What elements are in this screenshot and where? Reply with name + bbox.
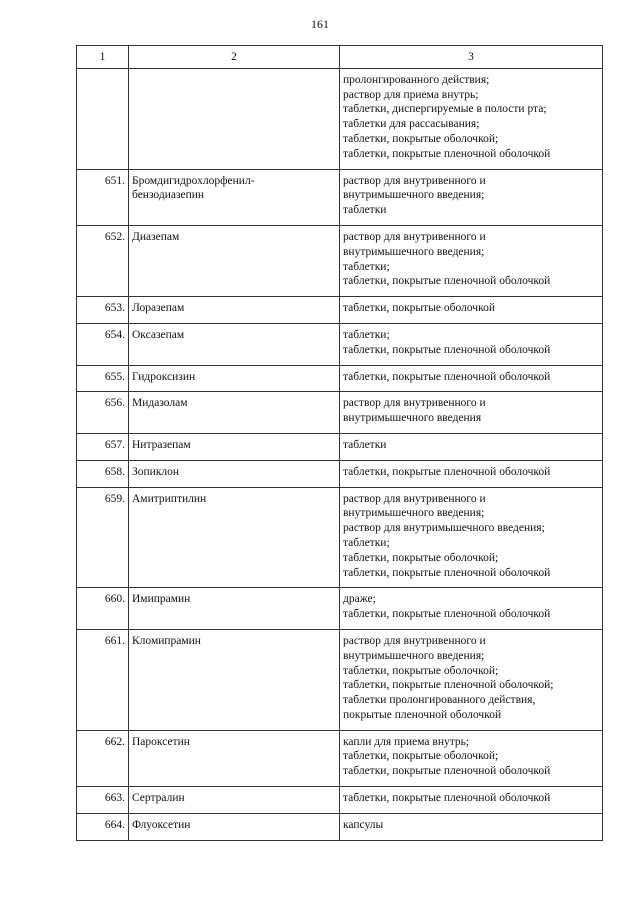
- dosage-form-line: таблетки;: [343, 536, 390, 549]
- dosage-forms: [340, 297, 603, 324]
- drug-name: Амитриптилин: [129, 487, 340, 588]
- dosage-form-line: раствор для внутривенного и: [343, 634, 486, 647]
- dosage-forms: [340, 323, 603, 365]
- drug-name: Бромдигидрохлорфенил- бензодиазепин: [129, 169, 340, 225]
- dosage-forms: [340, 365, 603, 392]
- column-header-name: 2: [129, 46, 340, 69]
- dosage-forms: [340, 392, 603, 434]
- row-number: 654.: [77, 323, 129, 365]
- dosage-form-line: раствор для приема внутрь;: [343, 88, 479, 101]
- table-row: [77, 323, 603, 365]
- dosage-form-line: внутримышечного введения;: [343, 245, 485, 258]
- drug-name: Сертралин: [129, 787, 340, 814]
- drug-table: [76, 45, 603, 841]
- table-body: [77, 68, 603, 840]
- drug-name: Пароксетин: [129, 730, 340, 786]
- table-row: [77, 629, 603, 730]
- table-row: [77, 365, 603, 392]
- dosage-form-line: таблетки, покрытые пленочной оболочкой: [343, 566, 551, 579]
- dosage-forms: [340, 225, 603, 296]
- row-number: 659.: [77, 487, 129, 588]
- dosage-form-line: таблетки, покрытые пленочной оболочкой;: [343, 679, 554, 692]
- dosage-form-line: таблетки, покрытые пленочной оболочкой: [343, 765, 551, 778]
- dosage-forms: [340, 787, 603, 814]
- table-row: [77, 730, 603, 786]
- drug-name: [129, 68, 340, 169]
- row-number: 661.: [77, 629, 129, 730]
- drug-name: Оксазепам: [129, 323, 340, 365]
- row-number: 652.: [77, 225, 129, 296]
- dosage-form-line: раствор для внутривенного и: [343, 230, 486, 243]
- table-row: [77, 460, 603, 487]
- dosage-forms: [340, 629, 603, 730]
- dosage-form-line: раствор для внутривенного и: [343, 397, 486, 410]
- drug-name: Гидроксизин: [129, 365, 340, 392]
- dosage-form-line: внутримышечного введения;: [343, 507, 485, 520]
- dosage-form-line: внутримышечного введения: [343, 412, 482, 425]
- drug-name: Лоразепам: [129, 297, 340, 324]
- dosage-form-line: таблетки, покрытые оболочкой;: [343, 132, 499, 145]
- dosage-form-line: таблетки, покрытые пленочной оболочкой: [343, 147, 551, 160]
- row-number: 660.: [77, 588, 129, 630]
- table-row: [77, 433, 603, 460]
- page-number: 161: [311, 17, 329, 31]
- dosage-form-line: таблетки, покрытые пленочной оболочкой: [343, 343, 551, 356]
- drug-name: Флуоксетин: [129, 813, 340, 840]
- drug-name: Имипрамин: [129, 588, 340, 630]
- drug-name: Кломипрамин: [129, 629, 340, 730]
- dosage-forms: [340, 813, 603, 840]
- row-number: [77, 68, 129, 169]
- dosage-form-line: раствор для внутривенного и: [343, 174, 486, 187]
- row-number: 658.: [77, 460, 129, 487]
- dosage-form-line: таблетки;: [343, 328, 390, 341]
- row-number: 663.: [77, 787, 129, 814]
- table-row: [77, 787, 603, 814]
- dosage-form-line: внутримышечного введения;: [343, 649, 485, 662]
- table-row: [77, 225, 603, 296]
- table-header-row: [77, 46, 603, 69]
- dosage-form-line: таблетки, покрытые пленочной оболочкой: [343, 608, 551, 621]
- dosage-form-line: таблетки, покрытые оболочкой;: [343, 551, 499, 564]
- table-row: [77, 392, 603, 434]
- dosage-forms: [340, 588, 603, 630]
- dosage-form-line: таблетки, покрытые пленочной оболочкой: [343, 370, 551, 383]
- drug-name: Диазепам: [129, 225, 340, 296]
- row-number: 653.: [77, 297, 129, 324]
- row-number: 656.: [77, 392, 129, 434]
- dosage-form-line: таблетки пролонгированного действия,: [343, 694, 536, 707]
- column-header-form: 3: [340, 46, 603, 69]
- dosage-form-line: раствор для внутривенного и: [343, 492, 486, 505]
- table-row: [77, 813, 603, 840]
- row-number: 664.: [77, 813, 129, 840]
- column-header-number: 1: [77, 46, 129, 69]
- dosage-form-line: капсулы: [343, 818, 384, 831]
- table-row: [77, 487, 603, 588]
- table-row: [77, 588, 603, 630]
- dosage-forms: [340, 487, 603, 588]
- dosage-forms: [340, 730, 603, 786]
- row-number: 662.: [77, 730, 129, 786]
- dosage-form-line: таблетки, покрытые пленочной оболочкой: [343, 465, 551, 478]
- drug-name: Зопиклон: [129, 460, 340, 487]
- dosage-forms: [340, 433, 603, 460]
- row-number: 655.: [77, 365, 129, 392]
- dosage-form-line: таблетки: [343, 204, 387, 217]
- dosage-form-line: таблетки;: [343, 260, 390, 273]
- drug-name: Нитразепам: [129, 433, 340, 460]
- row-number: 651.: [77, 169, 129, 225]
- dosage-form-line: таблетки, покрытые пленочной оболочкой: [343, 275, 551, 288]
- dosage-form-line: таблетки, покрытые оболочкой;: [343, 664, 499, 677]
- drug-name: Мидазолам: [129, 392, 340, 434]
- dosage-form-line: капли для приема внутрь;: [343, 735, 470, 748]
- dosage-form-line: таблетки: [343, 438, 387, 451]
- dosage-form-line: таблетки, диспергируемые в полости рта;: [343, 103, 547, 116]
- table-row: [77, 68, 603, 169]
- table-row: [77, 297, 603, 324]
- dosage-form-line: драже;: [343, 593, 376, 606]
- table-row: [77, 169, 603, 225]
- dosage-forms: [340, 460, 603, 487]
- row-number: 657.: [77, 433, 129, 460]
- dosage-form-line: раствор для внутримышечного введения;: [343, 522, 545, 535]
- dosage-form-line: покрытые пленочной оболочкой: [343, 708, 502, 721]
- dosage-form-line: таблетки, покрытые оболочкой;: [343, 750, 499, 763]
- dosage-forms: [340, 68, 603, 169]
- dosage-form-line: пролонгированного действия;: [343, 73, 490, 86]
- dosage-form-line: внутримышечного введения;: [343, 189, 485, 202]
- dosage-forms: [340, 169, 603, 225]
- dosage-form-line: таблетки для рассасывания;: [343, 118, 480, 131]
- dosage-form-line: таблетки, покрытые оболочкой: [343, 302, 495, 315]
- dosage-form-line: таблетки, покрытые пленочной оболочкой: [343, 792, 551, 805]
